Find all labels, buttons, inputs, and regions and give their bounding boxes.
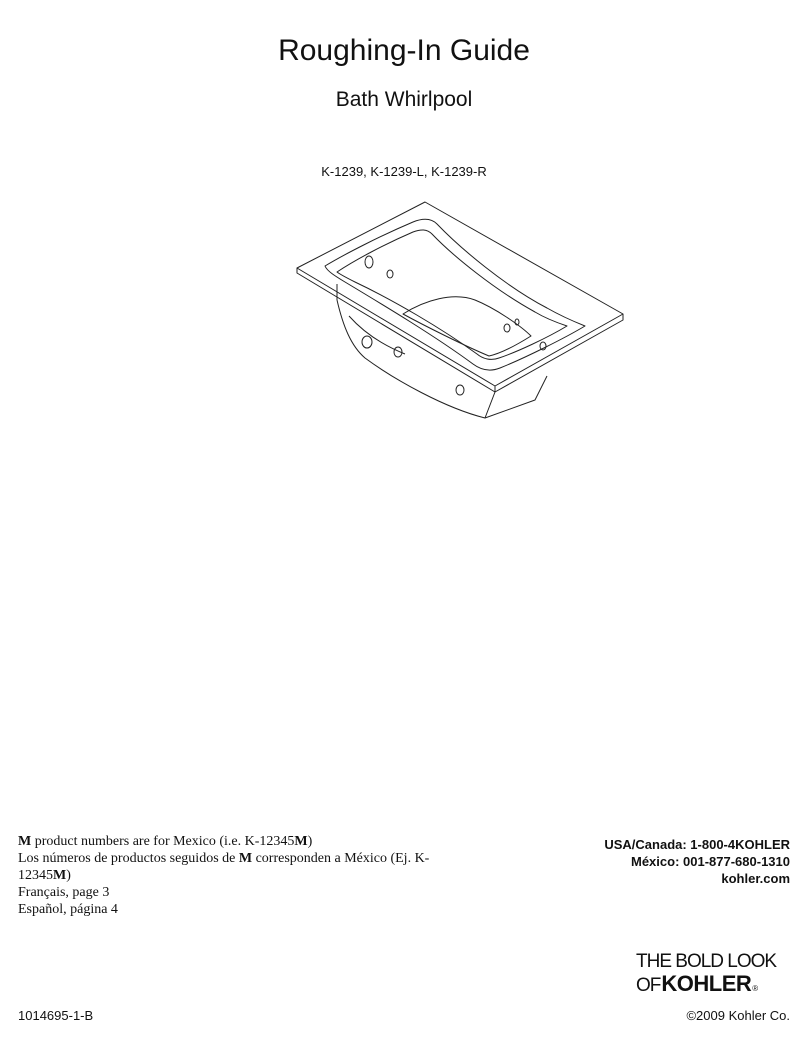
mexico-letter-2: M [294,834,308,849]
website: kohler.com [721,871,790,886]
model-numbers: K-1239, K-1239-L, K-1239-R [321,164,487,179]
document-number: 1014695-1-B [18,1008,94,1023]
mexico-note-text: product numbers are for Mexico (i.e. K-12345 [31,834,295,849]
spanish-page-ref: Español, página 4 [18,902,118,917]
es-note-b: corresponden a México (Ej. K-12345 [18,851,430,883]
es-letter: M [238,851,253,866]
mexico-note [18,833,468,850]
es-letter-2: M [53,868,67,883]
page-title: Roughing-In Guide [278,34,530,67]
es-note-end: ) [66,868,71,883]
logo-of: OF [636,975,661,996]
copyright: ©2009 Kohler Co. [686,1008,790,1023]
kohler-logo [636,952,786,997]
usa-phone: USA/Canada: 1-800-4KOHLER [604,837,790,852]
es-note-a: Los números de productos seguidos de [18,851,239,866]
product-notes [18,833,468,918]
mexico-letter: M [18,834,32,849]
page-subtitle: Bath Whirlpool [335,88,473,111]
spanish-mexico-note [18,850,468,884]
logo-brand: KOHLER [661,971,752,996]
mexico-note-end: ) [307,834,313,849]
contact-info [604,836,790,887]
logo-registered: ® [752,984,759,993]
logo-tagline: THE BOLD LOOK [636,951,777,972]
french-page-ref: Français, page 3 [18,885,110,900]
whirlpool-bathtub-icon [285,196,630,426]
mexico-phone: México: 001-877-680-1310 [631,854,790,869]
